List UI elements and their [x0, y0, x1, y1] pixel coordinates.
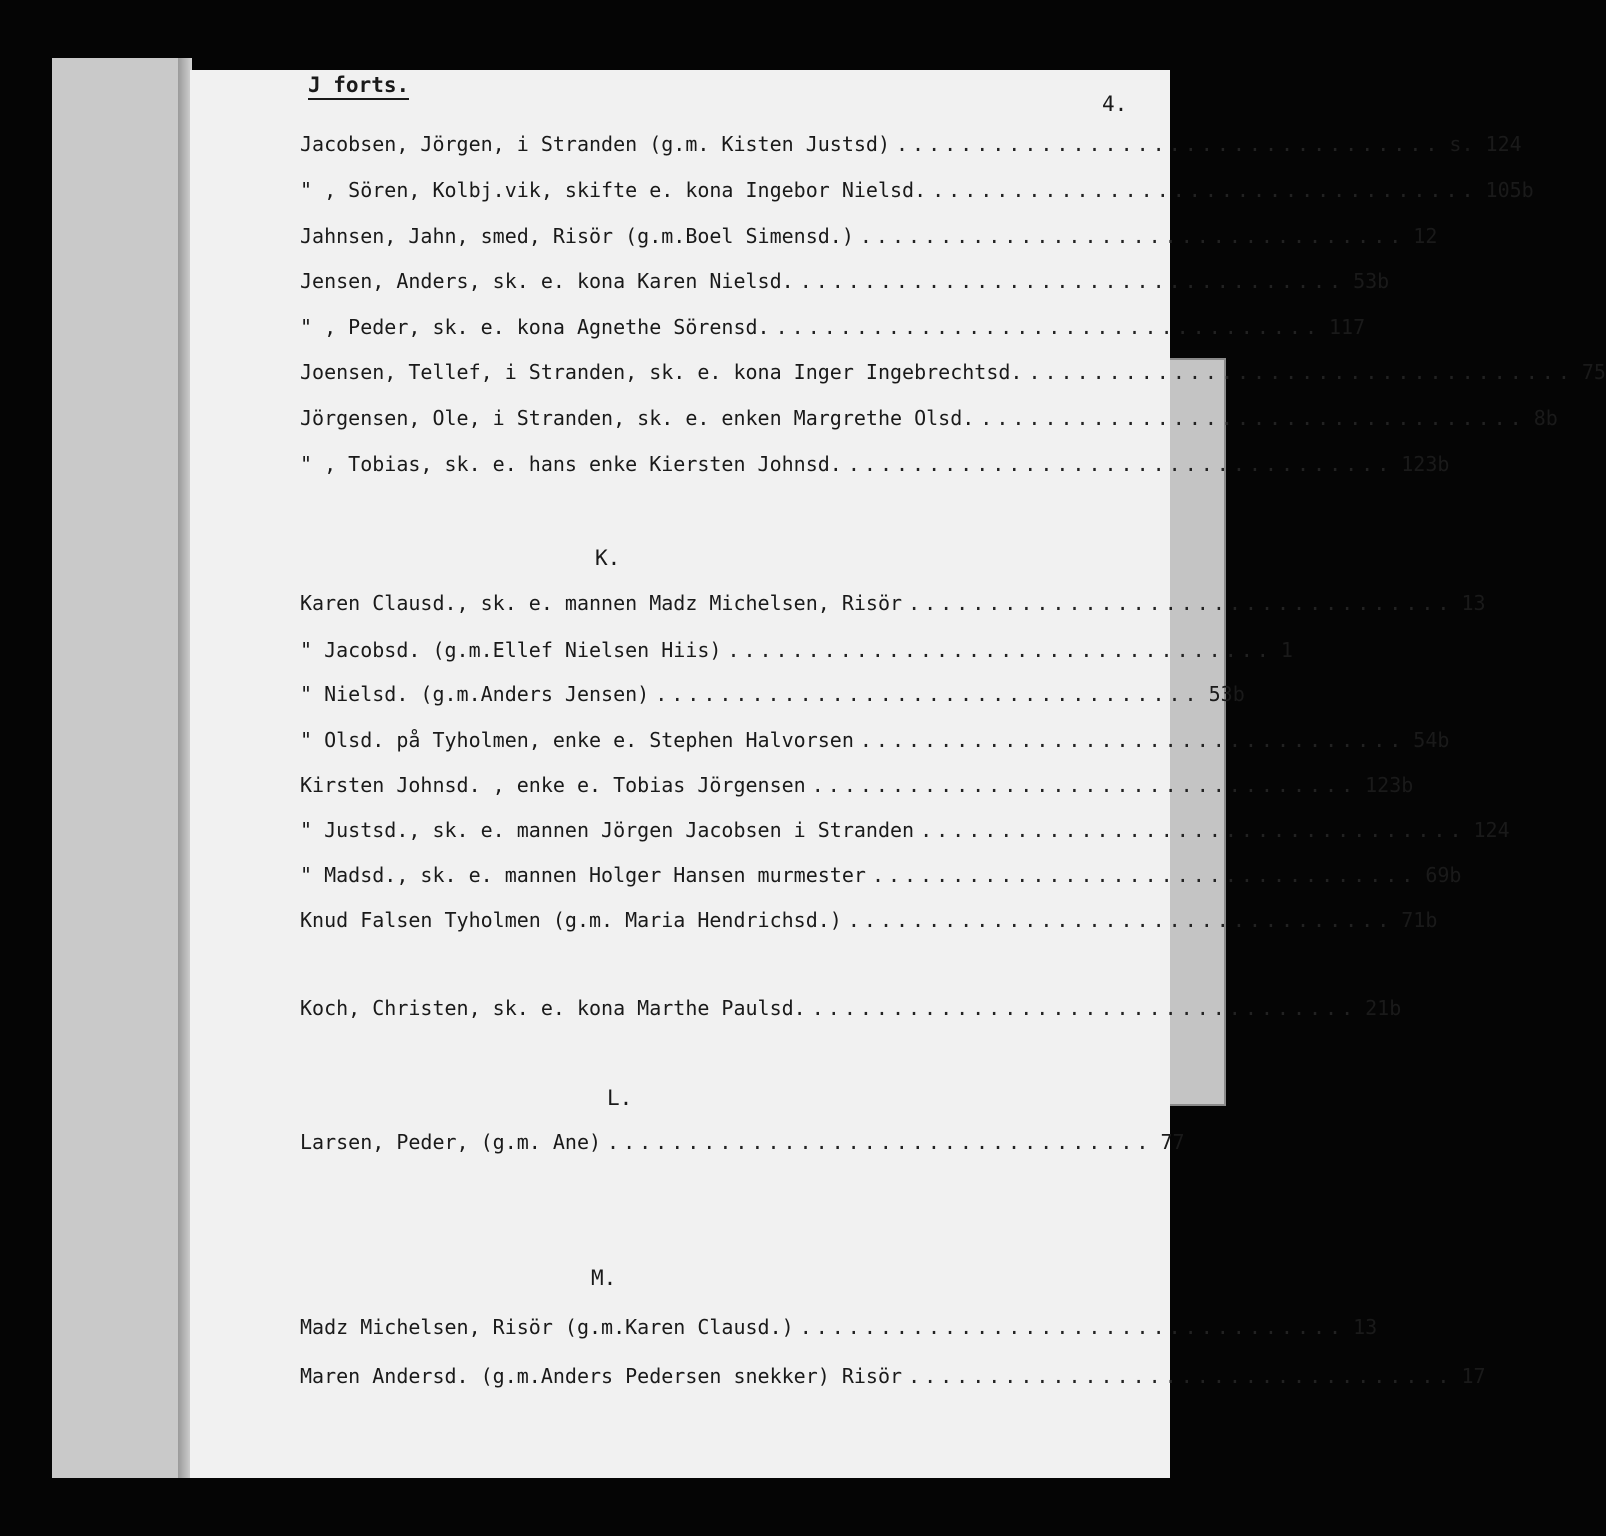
index-entry: Jahnsen, Jahn, smed, Risör (g.m.Boel Simensd.) .................................. 12: [300, 224, 1438, 248]
section-heading-l: L.: [607, 1086, 633, 1110]
index-entry: " Olsd. på Tyholmen, enke e. Stephen Halvorsen .................................. 54b: [300, 728, 1450, 752]
left-page-strip: [52, 58, 192, 1478]
index-entry: " , Peder, sk. e. kona Agnethe Sörensd. .................................. 117: [300, 315, 1366, 339]
index-entry: Maren Andersd. (g.m.Anders Pedersen snekker) Risör .................................. 17: [300, 1364, 1486, 1388]
index-entry: Jensen, Anders, sk. e. kona Karen Nielsd. .................................. 53b: [300, 269, 1390, 293]
index-entry: " , Tobias, sk. e. hans enke Kiersten Johnsd. .................................. 123b: [300, 452, 1450, 476]
index-entry: Larsen, Peder, (g.m. Ane) .................................. 77: [300, 1130, 1185, 1154]
index-entry: Jacobsen, Jörgen, i Stranden (g.m. Kisten Justsd) .................................. s. 124: [300, 132, 1522, 156]
index-entry: Knud Falsen Tyholmen (g.m. Maria Hendrichsd.) .................................. 71b: [300, 908, 1438, 932]
index-entry: " Justsd., sk. e. mannen Jörgen Jacobsen i Stranden .................................. 124: [300, 818, 1510, 842]
section-heading-m: M.: [591, 1266, 617, 1290]
index-entry: Joensen, Tellef, i Stranden, sk. e. kona Inger Ingebrechtsd. .................................. 75: [300, 360, 1606, 384]
index-entry: Karen Clausd., sk. e. mannen Madz Michelsen, Risör .................................. 13: [300, 591, 1486, 615]
index-entry: Jörgensen, Ole, i Stranden, sk. e. enken Margrethe Olsd. .................................. 8b: [300, 406, 1558, 430]
page-header: J forts.: [308, 73, 409, 100]
index-entry: " Nielsd. (g.m.Anders Jensen) .................................. 53b: [300, 682, 1245, 706]
index-entry: " Madsd., sk. e. mannen Holger Hansen murmester .................................. 69b: [300, 863, 1462, 887]
index-entry: Koch, Christen, sk. e. kona Marthe Paulsd. .................................. 21b: [300, 996, 1402, 1020]
document-page: [190, 70, 1606, 1478]
page-number: 4.: [1102, 92, 1128, 116]
index-entry: " Jacobsd. (g.m.Ellef Nielsen Hiis) .................................. 1: [300, 638, 1293, 662]
index-entry: Kirsten Johnsd. , enke e. Tobias Jörgensen .................................. 123b: [300, 773, 1414, 797]
section-heading-k: K.: [595, 546, 621, 570]
index-entry: " , Sören, Kolbj.vik, skifte e. kona Ingebor Nielsd. .................................. 105b: [300, 178, 1534, 202]
index-entry: Madz Michelsen, Risör (g.m.Karen Clausd.) .................................. 13: [300, 1315, 1378, 1339]
